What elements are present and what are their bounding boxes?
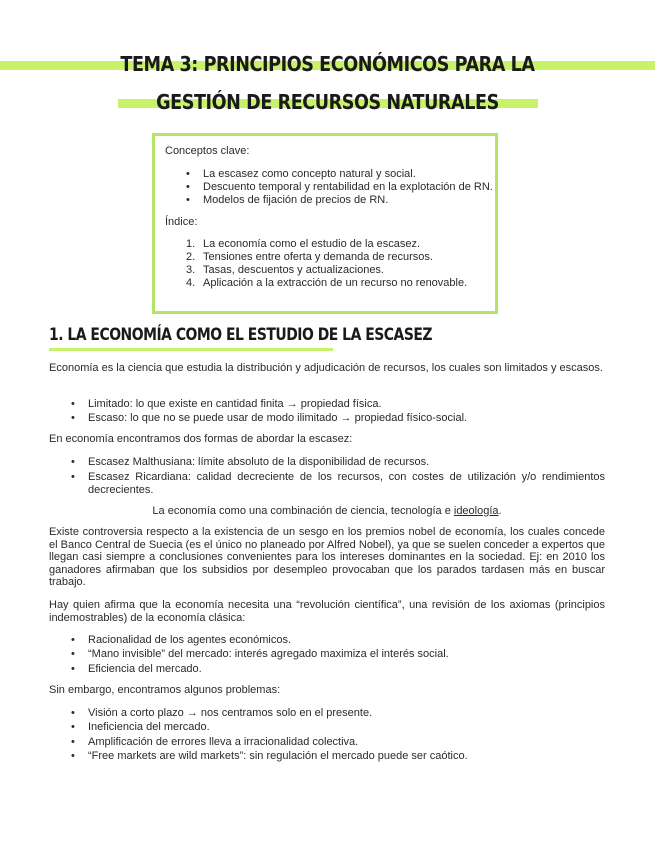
list-item: 4. Aplicación a la extracción de un recurso no renovable. xyxy=(186,277,468,289)
list-item: • Amplificación de errores lleva a irracionalidad colectiva. xyxy=(71,736,359,748)
list-item: • Escaso: lo que no se puede usar de modo ilimitado → propiedad físico-social. xyxy=(71,412,468,424)
list-item: • Limitado: lo que existe en cantidad finita → propiedad física. xyxy=(71,398,382,410)
list-item: 1. La economía como el estudio de la escasez. xyxy=(186,238,421,250)
section-heading-underline xyxy=(49,348,333,351)
page-title-line-2: GESTIÓN DE RECURSOS NATURALES xyxy=(156,90,499,114)
list-item: • Modelos de fijación de precios de RN. xyxy=(186,194,389,206)
list-item: • “Mano invisible” del mercado: interés agregado maximiza el interés social. xyxy=(71,648,449,660)
list-item: • Descuento temporal y rentabilidad en la explotación de RN. xyxy=(186,181,493,193)
list-item: • Escasez Malthusiana: límite absoluto de la disponibilidad de recursos. xyxy=(71,456,430,468)
page-title-line-1: TEMA 3: PRINCIPIOS ECONÓMICOS PARA LA xyxy=(120,52,535,76)
list-item: • “Free markets are wild markets”: sin regulación el mercado puede ser caótico. xyxy=(71,750,468,762)
key-concepts-box xyxy=(152,133,498,314)
concepts-list xyxy=(186,168,496,207)
list-item: • Ineficiencia del mercado. xyxy=(71,721,210,733)
list-item: 2. Tensiones entre oferta y demanda de recursos. xyxy=(186,251,433,263)
index-list xyxy=(186,238,496,290)
centered-statement: La economía como una combinación de ciencia, tecnología e ideología. xyxy=(152,505,502,517)
list-item: • La escasez como concepto natural y social. xyxy=(186,168,416,180)
paragraph: En economía encontramos dos formas de abordar la escasez: xyxy=(49,433,353,445)
list-item: • Escasez Ricardiana: calidad decreciente de los recursos, con costes de utilización y/o rendimientos decrecientes. xyxy=(71,471,605,496)
list-item: 3. Tasas, descuentos y actualizaciones. xyxy=(186,264,384,276)
index-label: Índice: xyxy=(165,216,198,228)
paragraph: Sin embargo, encontramos algunos problemas: xyxy=(49,684,281,696)
section-heading: 1. LA ECONOMÍA COMO EL ESTUDIO DE LA ESCASEZ xyxy=(49,325,433,345)
ideologia-link[interactable]: ideología xyxy=(453,505,499,517)
concepts-label: Conceptos clave: xyxy=(165,145,250,157)
list-item: • Eficiencia del mercado. xyxy=(71,663,202,675)
paragraph: Hay quien afirma que la economía necesita una “revolución científica”, una revisión de los axiomas (principios indemostrables) de la economía clásica: xyxy=(49,599,605,624)
list-item: • Racionalidad de los agentes económicos. xyxy=(71,634,292,646)
paragraph: Existe controversia respecto a la existencia de un sesgo en los premios nobel de economía, los cuales concede el Banco Central de Suecia (es el único no planeado por Alfred Nobel), ya que se suelen conceder a expertos que llegan casi siempre a conclusiones convenientes para los intereses dominantes en la sociedad. Ej: en 2010 los ganadores afirmaban que los subsidios por desempleo provocaban que los parados tardasen más en buscar trabajo. xyxy=(49,526,605,589)
paragraph: Economía es la ciencia que estudia la distribución y adjudicación de recursos, los cuales son limitados y escasos. xyxy=(49,362,603,374)
list-item: • Visión a corto plazo → nos centramos solo en el presente. xyxy=(71,707,373,719)
